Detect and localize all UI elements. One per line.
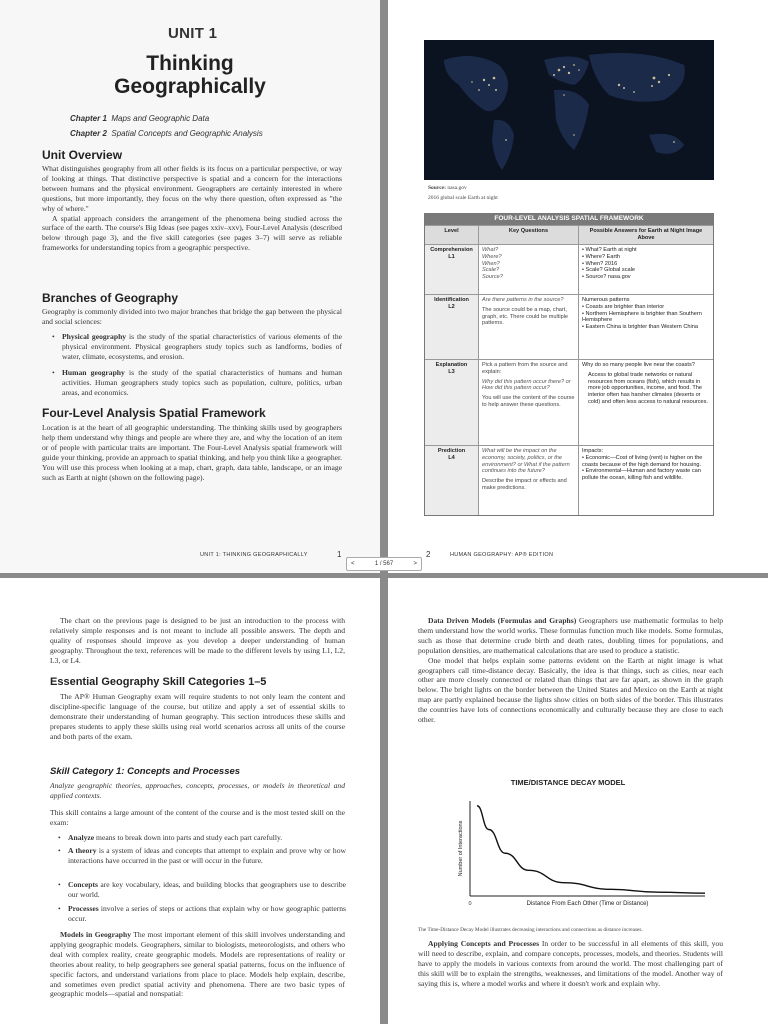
question: Are there patterns in the source? xyxy=(482,296,564,303)
definition: is the study of the spatial characteristics of humans and human activities. Human geographers study topics such as population, culture, politics, urban areas, and economics. xyxy=(62,368,342,397)
bullet-concepts xyxy=(58,880,346,900)
paragraph xyxy=(50,930,345,999)
definition: involve a series of steps or actions that explain why or how geographic patterns occur. xyxy=(68,904,346,923)
bullet-theory xyxy=(58,846,346,866)
term: Processes xyxy=(68,904,99,913)
paragraph: The AP® Human Geography exam will require students to not only learn the content and discipline-specific language of the course, but utilize and apply a set of essential skills to demonstrate their understanding of human geography. This section introduces these skills and prepares students to apply these skills using real world scenarios across all units of the course and both parts of the exam. xyxy=(50,692,345,741)
column-header: Key Questions xyxy=(479,226,579,244)
unit-overview-heading: Unit Overview xyxy=(42,148,123,162)
branches-heading: Branches of Geography xyxy=(42,291,179,305)
table-row xyxy=(425,445,713,515)
skills-heading: Essential Geography Skill Categories 1–5 xyxy=(50,676,267,688)
level-code: L2 xyxy=(448,303,455,310)
paragraph: A spatial approach considers the arrangement of the phenomena being studied across the surface of the earth. The course's Big Ideas (see pages xxiv–xxv), Four-Level Analysis (described below through page 3), and the five skill categories (see pages 3–7) will serve as reliable frameworks for understanding topics from a geographic perspective. xyxy=(42,213,342,253)
term: Human geography xyxy=(62,368,125,377)
paragraph xyxy=(418,939,723,989)
bullet-analyze xyxy=(58,833,346,843)
term: Concepts xyxy=(68,880,98,889)
chart-caption: The Time-Distance Decay Model illustrates decreasing interactions and connections as distance increases. xyxy=(418,927,643,933)
unit-title xyxy=(0,52,380,98)
intro-paragraph xyxy=(50,616,345,666)
chapter-title: Spatial Concepts and Geographic Analysis xyxy=(111,129,263,138)
skills-paragraph xyxy=(50,692,345,742)
unit-title-line-2: Geographically xyxy=(114,75,266,98)
unit-number: UNIT 1 xyxy=(168,25,218,42)
answers-cell xyxy=(579,446,713,515)
definition: is a system of ideas and concepts that attempt to explain and prove why or how interactions have occurred in the past or will occur in the future. xyxy=(68,846,346,865)
next-page-button[interactable]: > xyxy=(413,561,417,567)
bullet-physical-geography xyxy=(52,332,342,362)
answer: • Coasts are brighter than interior xyxy=(582,303,665,310)
definition: In order to be successful in all elements of this skill, you will need to describe, explain, and compare concepts, processes, models, and theories. Students will have to apply the models in various contexts from around the world. The most challenging part of this skill will be to explain the strengths, weaknesses, and limitations of the model. Another way of saying this is, where a model works and where it doesn't work and explain why. xyxy=(418,939,723,988)
answer: • Environmental—Human and factory waste can pollute the ocean, killing fish and wildlife. xyxy=(582,468,701,482)
answer: • Eastern China is brighter than Western China xyxy=(582,324,698,331)
page-indicator[interactable]: 1 / 567 xyxy=(374,561,394,567)
level-code: L1 xyxy=(448,253,455,260)
level-cell xyxy=(425,360,479,445)
earth-at-night-map xyxy=(424,40,714,180)
level-name: Explanation xyxy=(435,361,468,368)
x-axis-label: Distance From Each Other (Time or Distance) xyxy=(526,901,649,907)
question: When? xyxy=(482,260,500,267)
data-models-paragraph xyxy=(418,616,723,725)
previous-page-button[interactable]: < xyxy=(351,561,355,567)
question: Where? xyxy=(482,253,502,260)
earth-at-night-image xyxy=(424,40,714,180)
question: Describe the impact or effects and make predictions. xyxy=(482,478,567,492)
term: Models in Geography xyxy=(60,930,132,939)
branches-intro: Geography is commonly divided into two major branches that bridge the gap between the physical and social sciences: xyxy=(42,307,342,326)
page-number: 2 xyxy=(426,550,431,559)
answer: • What? Earth at night xyxy=(582,246,637,253)
answer: • Economic—Cost of living (rent) is higher on the coasts because of the high demand for housing. xyxy=(582,454,703,468)
level-cell xyxy=(425,446,479,515)
skill-category-1-subtitle: Analyze geographic theories, approaches, concepts, processes, or models in theoretical and applied contexts. xyxy=(50,781,345,800)
level-code: L3 xyxy=(448,368,455,375)
definition: are key vocabulary, ideas, and building blocks that geographers use to describe our world. xyxy=(68,880,346,899)
term: A theory xyxy=(68,846,97,855)
chart-title: TIME/DISTANCE DECAY MODEL xyxy=(510,778,626,787)
answer: Why do so many people live near the coasts? xyxy=(582,361,695,368)
term: Analyze xyxy=(68,833,95,842)
chapter-label: Chapter 1 xyxy=(70,114,107,123)
answer: Access to global trade networks or natural resources from oceans (fish), which results in more job opportunities, income, and food. The interior often has harsher climates (deserts or cold) and often less access to natural resources. xyxy=(588,371,709,406)
definition: Geographers use mathematic formulas to help them understand how the world works. These formulas function much like models. Some formulas, such as those that determine crude birth and death rates, doubling times for populations, and population densities, are mathematical calculations that are used to produce a statistic. xyxy=(418,616,723,655)
table-row xyxy=(425,359,713,445)
answer: Numerous patterns xyxy=(582,296,630,303)
table-row xyxy=(425,294,713,359)
y-axis-label: Number of Interactions xyxy=(458,820,464,877)
source-label: Source: xyxy=(428,185,446,191)
unit-title-line-1: Thinking xyxy=(146,52,234,75)
applying-concepts-paragraph xyxy=(418,939,723,989)
source-value: nasa.gov xyxy=(447,185,467,191)
level-cell xyxy=(425,245,479,294)
answer: • Source? nasa.gov xyxy=(582,274,631,281)
level-name: Prediction xyxy=(437,447,466,454)
chapter-label: Chapter 2 xyxy=(70,129,107,138)
skill-category-1-heading: Skill Category 1: Concepts and Processes xyxy=(50,766,241,777)
four-level-analysis-table xyxy=(424,213,714,516)
image-caption: 2016 global scale Earth at night xyxy=(428,195,498,201)
question: Pick a pattern from the source and explain: xyxy=(482,361,568,375)
chapter-1-entry xyxy=(70,114,209,123)
four-level-text: Location is at the heart of all geographic understanding. The thinking skills used by geographers help them understand why things and people are where they are, and why the location of an item or of people with particular traits are important. The Four-Level Analysis spatial framework will guide your thinking, provide an approach to spatial thinking, and help you think like a geographer. You will use this process when looking at a map, chart, graph, data table, landscape, or an image such as Earth at night (shown on the following page). xyxy=(42,423,342,482)
question: What? xyxy=(482,246,499,253)
definition: The most important element of this skill involves understanding and applying geographic models. Geographers, similar to biologists, meteorologists, and others who deal with complex reality, create geographic models. Models are representations of reality or theories about reality, to help geographers see general spatial patterns, focus on the influence of specific factors, and understand variations from place to place. Models help explain, describe, and sometimes even predict spatial activity and phenomena. There are two basic types of geographic models—spatial and nonspatial: xyxy=(50,930,345,999)
image-source xyxy=(428,185,467,191)
column-header: Level xyxy=(425,226,479,244)
paragraph: One model that helps explain some patterns evident on the Earth at night image is what geographers call time-distance decay. Basically, the idea is that things, such as cities, near each other are more closely connected or related than things that are far apart, as shown in the graph below. The bright lights on the border between the United States and Mexico on the Earth at night map are partly explained because the lights show cities on both sides of the border. This illustrates the countries have lots of connections economically and culturally because they are close to each other. xyxy=(418,655,723,725)
definition: is the study of the spatial characteristics of various elements of the physical environment. Physical geographers study topics such as landforms, bodies of water, climate, ecosystems, and erosion. xyxy=(62,332,342,361)
questions-cell xyxy=(479,360,579,445)
term: Data Driven Models (Formulas and Graphs) xyxy=(428,616,577,625)
bullet-processes xyxy=(58,904,346,924)
question: Scale? xyxy=(482,267,500,274)
answer: • When? 2016 xyxy=(582,260,618,267)
answers-cell xyxy=(579,245,713,294)
column-header: Possible Answers for Earth at Night Image Above xyxy=(589,227,703,241)
level-name: Identification xyxy=(434,296,469,303)
level-code: L4 xyxy=(448,454,455,461)
answers-cell xyxy=(579,360,713,445)
time-distance-decay-chart xyxy=(448,788,718,923)
answer: • Scale? Global scale xyxy=(582,267,635,274)
paragraph xyxy=(418,616,723,656)
decay-curve xyxy=(477,806,705,893)
x-tick-label: 0 xyxy=(468,901,472,907)
answers-cell xyxy=(579,295,713,359)
skill-category-1-intro: This skill contains a large amount of the content of the course and is the most tested skill on the exam: xyxy=(50,808,345,827)
paragraph: What distinguishes geography from all other fields is its focus on a particular perspective, or way of looking at things. That distinctive perspective is spatial and a concern for the interactions between humans and the physical environment. Geographers are certainly interested in where questions, but more importantly, they focus on the why there question, often expressed as "the why of where." xyxy=(42,164,342,213)
answer: • Where? Earth xyxy=(582,253,621,260)
question: The source could be a map, chart, graph, etc. There could be multiple patterns. xyxy=(482,306,569,327)
models-paragraph xyxy=(50,930,345,999)
page-number: 1 xyxy=(337,550,342,559)
paragraph: The chart on the previous page is designed to be just an introduction to the process with relatively simple responses and is not meant to include all possible answers. The depth and quality of responses should improve as you develop a deeper understanding of human geography. Throughout the text, references will be made to the different levels by using L1, L2, L3, or L4. xyxy=(50,616,345,665)
unit-overview-text xyxy=(42,164,342,253)
questions-cell xyxy=(479,446,579,515)
term: Physical geography xyxy=(62,332,127,341)
page-footer: UNIT 1: THINKING GEOGRAPHICALLY xyxy=(200,552,308,558)
question: What will be the impact on the economy, society, politics, or the environment? or What if the pattern continues into the future? xyxy=(482,447,570,475)
book-page-2 xyxy=(388,0,768,573)
level-name: Comprehension xyxy=(430,246,473,253)
chapter-2-entry xyxy=(70,129,263,138)
book-page-1 xyxy=(0,0,380,573)
book-page-3 xyxy=(0,578,380,1024)
pagination-bar xyxy=(346,557,422,571)
questions-cell xyxy=(479,245,579,294)
table-header-row xyxy=(425,225,713,244)
question: You will use the content of the course to help answer these questions. xyxy=(482,395,575,409)
four-level-heading: Four-Level Analysis Spatial Framework xyxy=(42,406,266,420)
answer: • Northern Hemisphere is brighter than Southern Hemisphere xyxy=(582,310,702,324)
question: Source? xyxy=(482,274,503,281)
bullet-human-geography xyxy=(52,368,342,398)
page-footer: HUMAN GEOGRAPHY: AP® EDITION xyxy=(450,552,554,558)
answer: Impacts: xyxy=(582,447,604,454)
questions-cell xyxy=(479,295,579,359)
question: Why did this pattern occur there? or How did this pattern occur? xyxy=(482,378,571,392)
table-title: FOUR-LEVEL ANALYSIS SPATIAL FRAMEWORK xyxy=(425,214,713,225)
chapter-title: Maps and Geographic Data xyxy=(111,114,210,123)
definition: means to break down into parts and study each part carefully. xyxy=(94,833,283,842)
book-page-4 xyxy=(388,578,768,1024)
term: Applying Concepts and Processes xyxy=(428,939,540,948)
table-row xyxy=(425,244,713,294)
level-cell xyxy=(425,295,479,359)
